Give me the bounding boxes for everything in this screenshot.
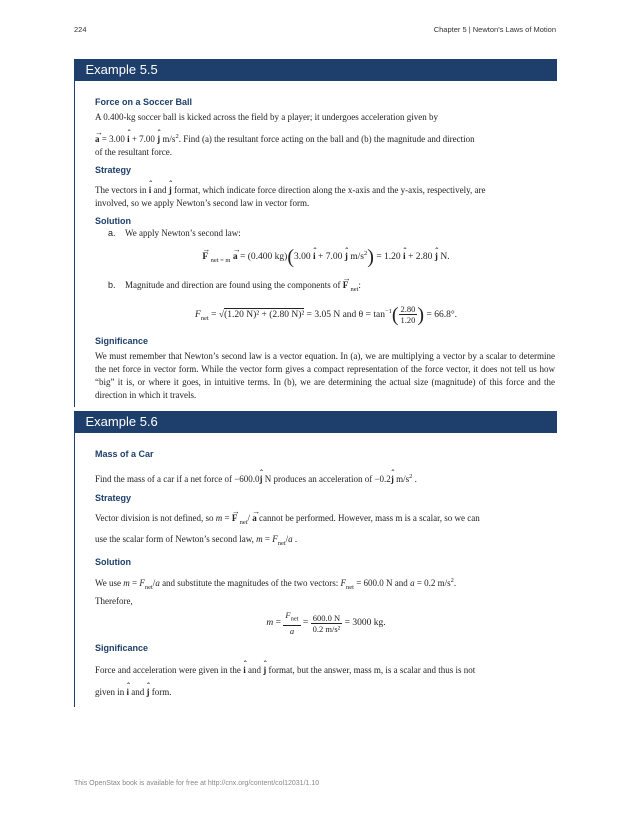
solution-line-1: We use $m = F_{net}/a$ and substitute the magnitudes of the two vectors: $F_{net} = 600.0$ N and a = 0.2 $m/s^2$. bbox=[95, 576, 457, 591]
equation-a: → F $_{net = m}$ → a = (0.400 kg)(3.00 ˆ i + 7.00 ˆ j $m/s^2) = 1.20$ ˆ i + 2.80 ˆ j N. bbox=[95, 246, 557, 269]
example-5-5 bbox=[74, 59, 557, 407]
example-5-6 bbox=[74, 411, 557, 707]
equation-b: $F_{net} = √(1.20$ N)² + (2.80 N)² = 3.05 N and $\theta = \tan^{-1}$( $\frac{2.80}{1.20}$ ) = 66.8°. bbox=[194, 303, 458, 326]
page-footer: This OpenStax book is available for free at http://cnx.org/content/col12031/1.10 bbox=[74, 780, 320, 787]
intro-line: Find the mass of a car if a net force of −600.0ˆ j N produces an acceleration of −0.2ˆ j $m/s^2$ . bbox=[95, 470, 557, 486]
example-title: Example 5.5 bbox=[74, 59, 558, 81]
significance-text: We must remember that Newton’s second law is a vector equation. In (a), we are multiplying a vector by a scalar to determine the net force in vector form. While the vector form gives a compact representation of the force vector, it does not tell us how “big” it is, or where it goes, in intuitive terms. In (b), we are determining the actual size (magnitude) of this force and the direction in which it travels. bbox=[95, 350, 555, 400]
page-number: 224 bbox=[74, 25, 87, 34]
example-heading: Force on a Soccer Ball bbox=[95, 97, 193, 107]
equation-mass: m = $\frac{F_{net}}{a}$ = $\frac{600.0 N}{\text{0.2 m/s²}}$ = 3000 kg. bbox=[266, 610, 386, 637]
intro-line-2: → a = 3.00 ˆ i + 7.00 ˆ j $m/s^2$. Find (a) the resultant force acting on the ball and (b) the magnitude and direction bbox=[95, 130, 557, 146]
strategy-line-2: involved, so we apply Newton’s second law in vector form. bbox=[95, 198, 310, 208]
solution-heading: Solution bbox=[95, 556, 131, 567]
strategy-heading: Strategy bbox=[95, 493, 132, 503]
example-heading: Mass of a Car bbox=[95, 449, 154, 459]
solution-part-a: a. We apply Newton’s second law: bbox=[108, 228, 241, 238]
significance-line-2: given in ˆ i and ˆ j form. bbox=[95, 686, 557, 699]
solution-line-2: Therefore, bbox=[95, 596, 133, 607]
significance-heading: Significance bbox=[95, 643, 149, 654]
solution-heading: Solution bbox=[95, 216, 131, 226]
significance-line-1: Force and acceleration were given in the ˆ i and ˆ j format, but the answer, mass m, is a scalar and thus is not bbox=[95, 664, 557, 677]
intro-line-1: A 0.400-kg soccer ball is kicked across the field by a player; it undergoes acceleration given by bbox=[95, 112, 438, 122]
strategy-line-1: The vectors in ˆ i and ˆ j format, which indicate force direction along the x-axis and the y-axis, respectively, are bbox=[95, 184, 557, 197]
solution-part-b: b. Magnitude and direction are found using the components of → F $_{net}$: bbox=[95, 279, 557, 296]
example-title: Example 5.6 bbox=[74, 411, 558, 433]
intro-line-3: of the resultant force. bbox=[95, 147, 172, 157]
strategy-heading: Strategy bbox=[95, 165, 132, 175]
significance-heading: Significance bbox=[95, 335, 149, 346]
chapter-title: Chapter 5 | Newton’s Laws of Motion bbox=[433, 25, 556, 34]
strategy-line-1: Vector division is not defined, so m = → F $_{net}$/ → a cannot be performed. However, mass m is a scalar, so we can bbox=[95, 512, 557, 529]
strategy-line-2: use the scalar form of Newton’s second law, $m = F_{net}/a$ . bbox=[95, 533, 298, 547]
